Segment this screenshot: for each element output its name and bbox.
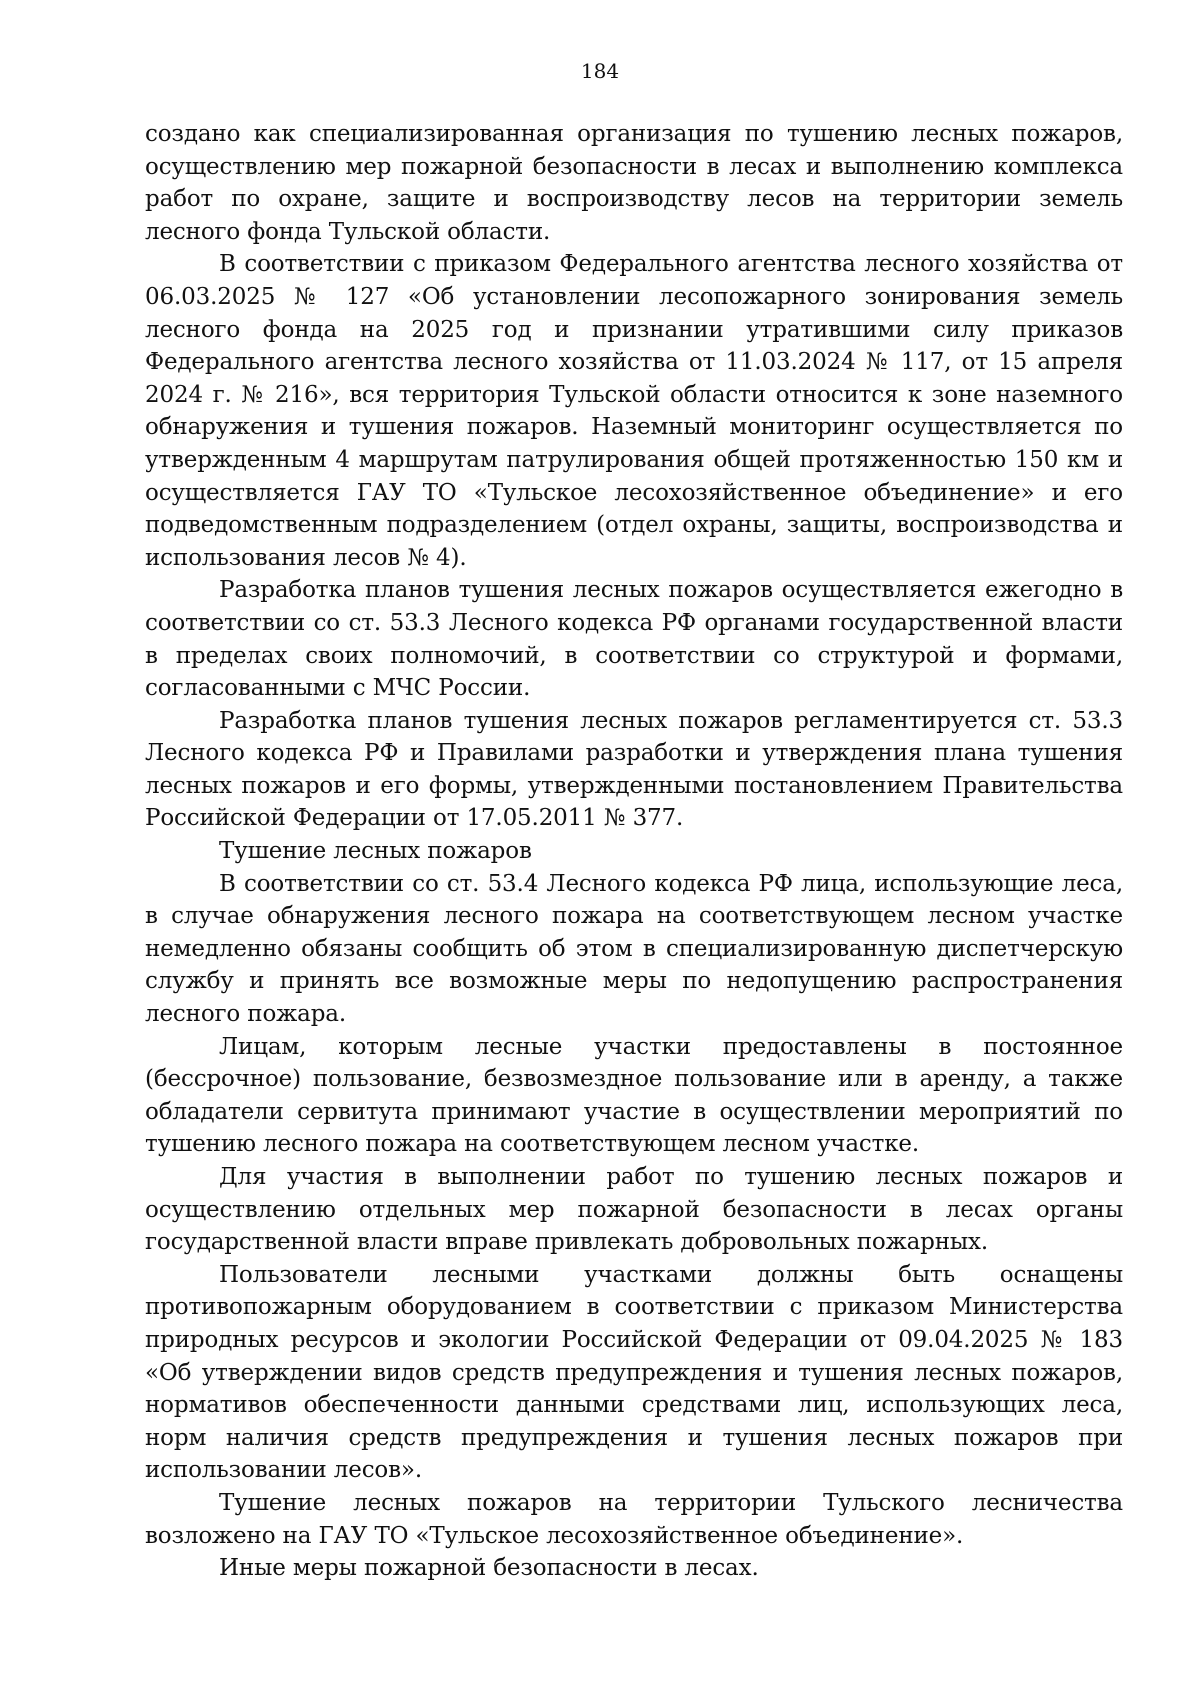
section-heading-other-measures: Иные меры пожарной безопасности в лесах. [219, 1555, 759, 1582]
paragraph-forest-users-duty: В соответствии со ст. 53.4 Лесного кодекса РФ лица, использующие леса, в случае обнаружения лесного пожара на соответствующем лесном участке немедленно обязаны сообщить об этом в специализированную диспетчерскую службу и принять все возможные меры по недопущению распространения лесного пожара. [145, 870, 1123, 1028]
section-heading-firefighting: Тушение лесных пожаров [219, 838, 532, 865]
paragraph-plan-development: Разработка планов тушения лесных пожаров осуществляется ежегодно в соответствии со ст. 53.3 Лесного кодекса РФ органами государственной власти в пределах своих полномочий, в соответствии со структурой и формами, согласованными с МЧС России. [145, 577, 1123, 702]
paragraph-equipment: Пользователи лесными участками должны быть оснащены противопожарным оборудованием в соответствии с приказом Министерства природных ресурсов и экологии Российской Федерации от 09.04.2025 № 183 «Об утверждении видов средств предупреждения и тушения лесных пожаров, нормативов обеспеченности данными средствами лиц, использующих леса, норм наличия средств предупреждения и тушения лесных пожаров при использовании лесов». [145, 1261, 1123, 1484]
paragraph-volunteers: Для участия в выполнении работ по тушению лесных пожаров и осуществлению отдельных мер пожарной безопасности в лесах органы государственной власти вправе привлекать добровольных пожарных. [145, 1164, 1123, 1256]
page-number: 184 [580, 59, 620, 83]
paragraph-tula-forestry: Тушение лесных пожаров на территории Тульского лесничества возложено на ГАУ ТО «Тульское лесохозяйственное объединение». [145, 1489, 1123, 1549]
paragraph-fire-zoning: В соответствии с приказом Федерального агентства лесного хозяйства от 06.03.2025 № 127 «Об установлении лесопожарного зонирования земель лесного фонда на 2025 год и признании утратившими силу приказов Федерального агентства лесного хозяйства от 11.03.2024 № 117, от 15 апреля 2024 г. № 216», вся территория Тульской области относится к зоне наземного обнаружения и тушения пожаров. Наземный мониторинг осуществляется по утвержденным 4 маршрутам патрулирования общей протяженностью 150 км и осуществляется ГАУ ТО «Тульское лесохозяйственное объединение» и его подведомственным подразделением (отдел охраны, защиты, воспроизводства и использования лесов № 4). [145, 251, 1123, 571]
paragraph-continuation: создано как специализированная организация по тушению лесных пожаров, осуществлению мер пожарной безопасности в лесах и выполнению комплекса работ по охране, защите и воспроизводству лесов на территории земель лесного фонда Тульской области. [145, 121, 1123, 245]
document-body [145, 118, 1123, 1585]
paragraph-plan-regulation: Разработка планов тушения лесных пожаров регламентируется ст. 53.3 Лесного кодекса РФ и Правилами разработки и утверждения плана тушения лесных пожаров и его формы, утвержденными постановлением Правительства Российской Федерации от 17.05.2011 № 377. [145, 707, 1123, 832]
paragraph-lease-holders: Лицам, которым лесные участки предоставлены в постоянное (бессрочное) пользование, безвозмездное пользование или в аренду, а также обладатели сервитута принимают участие в осуществлении мероприятий по тушению лесного пожара на соответствующем лесном участке. [145, 1033, 1123, 1158]
